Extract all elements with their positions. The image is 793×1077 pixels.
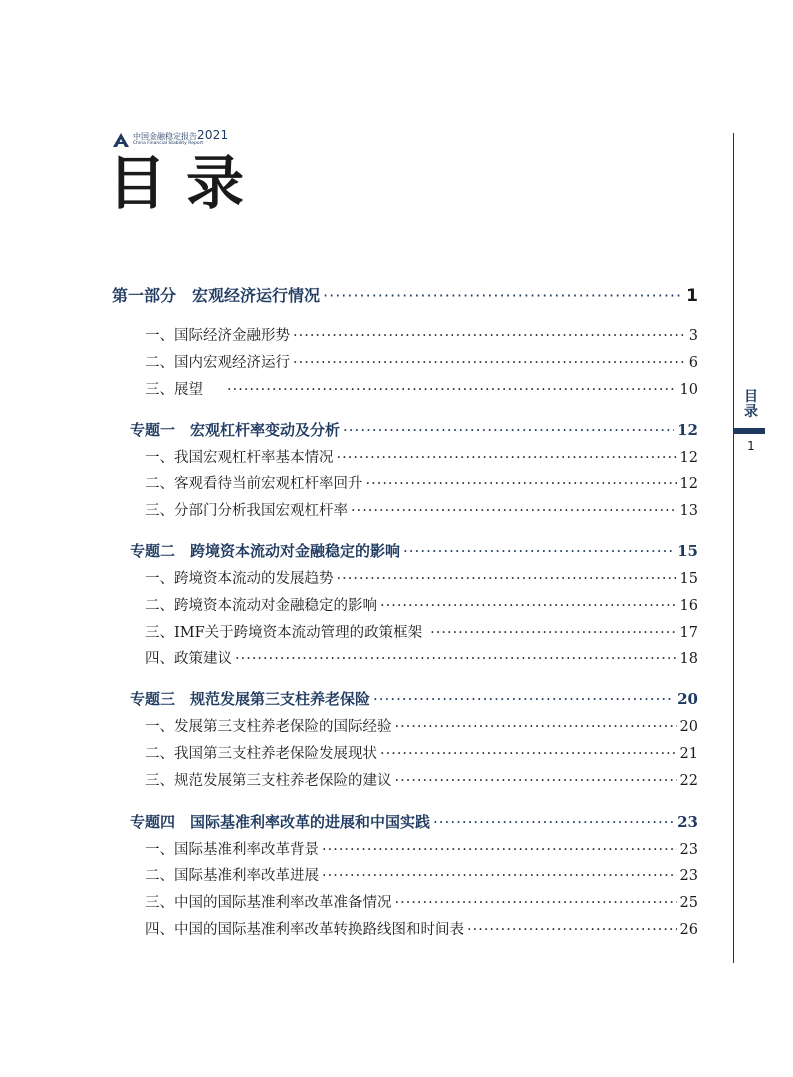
- toc-topic-4[interactable]: 专题四 国际基准利率改革的进展和中国实践 ····· 23: [130, 811, 698, 832]
- report-brand: [112, 128, 229, 148]
- toc-item[interactable]: 三、规范发展第三支柱养老保险的建议 ····· 22: [145, 769, 698, 790]
- toc-item[interactable]: 一、发展第三支柱养老保险的国际经验 ····· 20: [145, 715, 698, 736]
- page-title: 目录: [108, 149, 265, 217]
- toc-item[interactable]: 二、国内宏观经济运行 ····· 6: [145, 351, 698, 372]
- toc-item[interactable]: 三、展望 ····· 10: [145, 378, 698, 399]
- toc-item[interactable]: 三、IMF关于跨境资本流动管理的政策框架 ····· 17: [145, 621, 698, 642]
- side-tab-bar: [734, 428, 765, 434]
- toc-topic-1[interactable]: 专题一 宏观杠杆率变动及分析 ····· 12: [130, 419, 698, 440]
- toc-topic-3[interactable]: 专题三 规范发展第三支柱养老保险 ····· 20: [130, 688, 698, 709]
- toc-page-number: 1: [686, 286, 698, 306]
- toc-item[interactable]: 一、国际基准利率改革背景 ····· 23: [145, 838, 698, 859]
- report-title-en: China Financial Stability Report: [133, 141, 204, 146]
- toc-item[interactable]: 二、我国第三支柱养老保险发展现状 ····· 21: [145, 742, 698, 763]
- toc-item[interactable]: 一、我国宏观杠杆率基本情况 ····· 12: [145, 446, 698, 467]
- toc-part-1[interactable]: 第一部分 宏观经济运行情况 ····· 1: [112, 283, 698, 306]
- vertical-divider: [733, 133, 734, 963]
- toc-item[interactable]: 三、中国的国际基准利率改革准备情况 ····· 25: [145, 891, 698, 912]
- report-logo-icon: [112, 132, 130, 148]
- toc-item[interactable]: 三、分部门分析我国宏观杠杆率 ····· 13: [145, 499, 698, 520]
- leader-dots: [323, 286, 683, 305]
- toc-item[interactable]: 二、客观看待当前宏观杠杆率回升 ····· 12: [145, 472, 698, 493]
- toc-item[interactable]: 二、跨境资本流动对金融稳定的影响 ····· 16: [145, 594, 698, 615]
- toc-topic-2[interactable]: 专题二 跨境资本流动对金融稳定的影响 ····· 15: [130, 540, 698, 561]
- toc-item[interactable]: 一、国际经济金融形势 ····· 3: [145, 324, 698, 345]
- toc-item[interactable]: 二、国际基准利率改革进展 ····· 23: [145, 864, 698, 885]
- toc-item[interactable]: 四、中国的国际基准利率改革转换路线图和时间表 ····· 26: [145, 918, 698, 939]
- report-title-cn: 中国金融稳定报告2021: [133, 128, 229, 142]
- toc-item[interactable]: 四、政策建议 ····· 18: [145, 647, 698, 668]
- side-page-number: 1: [747, 439, 755, 453]
- report-year: 2021: [197, 128, 229, 142]
- side-tab-label: 目 录: [744, 389, 758, 420]
- toc-item[interactable]: 一、跨境资本流动的发展趋势 ····· 15: [145, 567, 698, 588]
